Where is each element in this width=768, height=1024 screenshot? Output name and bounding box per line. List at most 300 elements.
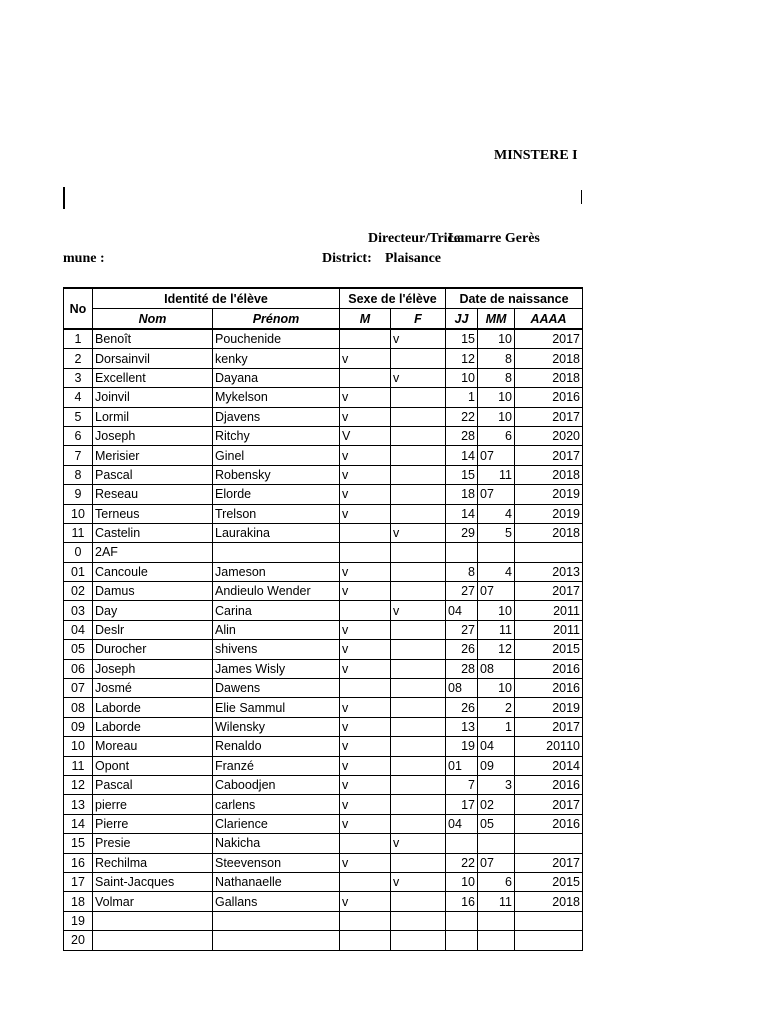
cell-year: 2015 (515, 640, 583, 659)
cell-day: 04 (446, 814, 478, 833)
cell-day: 27 (446, 620, 478, 639)
cell-sex-f (391, 349, 446, 368)
cell-day: 17 (446, 795, 478, 814)
cell-year: 2017 (515, 717, 583, 736)
cell-no: 08 (64, 698, 93, 717)
cell-month: 11 (478, 465, 515, 484)
cell-sex-f: v (391, 368, 446, 387)
roster-body (64, 329, 583, 950)
table-row (64, 504, 583, 523)
cell-prenom: kenky (213, 349, 340, 368)
cell-sex-f (391, 504, 446, 523)
cell-day: 22 (446, 853, 478, 872)
cell-year: 2017 (515, 446, 583, 465)
cell-nom: Dorsainvil (93, 349, 213, 368)
cell-month: 10 (478, 407, 515, 426)
cell-year: 2019 (515, 698, 583, 717)
cell-nom: Laborde (93, 698, 213, 717)
cell-day: 1 (446, 388, 478, 407)
cell-month: 5 (478, 523, 515, 542)
cell-day (446, 931, 478, 950)
cell-sex-f: v (391, 872, 446, 891)
cell-month (478, 543, 515, 562)
cell-sex-m (340, 543, 391, 562)
cell-sex-m: v (340, 407, 391, 426)
cell-sex-f (391, 892, 446, 911)
cell-month: 12 (478, 640, 515, 659)
cell-year: 2016 (515, 814, 583, 833)
cell-month: 07 (478, 485, 515, 504)
header-sex: Sexe de l'élève (340, 288, 446, 309)
cell-day: 29 (446, 523, 478, 542)
cell-no: 03 (64, 601, 93, 620)
table-row (64, 465, 583, 484)
cell-day (446, 543, 478, 562)
cell-nom: Pascal (93, 465, 213, 484)
cell-year: 2018 (515, 349, 583, 368)
cell-year: 2017 (515, 329, 583, 349)
table-row (64, 931, 583, 950)
header-aaaa: AAAA (515, 309, 583, 330)
cell-prenom: Ritchy (213, 426, 340, 445)
table-row (64, 814, 583, 833)
cell-day: 7 (446, 775, 478, 794)
cell-year: 2017 (515, 853, 583, 872)
cell-year: 2011 (515, 620, 583, 639)
cell-prenom: Franzé (213, 756, 340, 775)
cell-year (515, 834, 583, 853)
cell-year: 2018 (515, 892, 583, 911)
header-m: M (340, 309, 391, 330)
cell-sex-f (391, 717, 446, 736)
cell-year: 2017 (515, 582, 583, 601)
student-roster-table (63, 287, 583, 951)
table-row (64, 368, 583, 387)
table-row (64, 679, 583, 698)
cell-nom: Joinvil (93, 388, 213, 407)
cell-nom: Castelin (93, 523, 213, 542)
table-row (64, 717, 583, 736)
cell-prenom: Nakicha (213, 834, 340, 853)
cell-prenom: Djavens (213, 407, 340, 426)
cell-nom: Damus (93, 582, 213, 601)
cell-prenom: Caboodjen (213, 775, 340, 794)
cell-year: 20110 (515, 737, 583, 756)
cell-prenom: Wilensky (213, 717, 340, 736)
cell-sex-f: v (391, 329, 446, 349)
table-row (64, 620, 583, 639)
cell-nom: Benoît (93, 329, 213, 349)
cell-sex-m: v (340, 465, 391, 484)
cell-year: 2020 (515, 426, 583, 445)
director-name: Lamarre Gerès (448, 231, 540, 246)
cell-month: 4 (478, 562, 515, 581)
cell-day: 22 (446, 407, 478, 426)
cell-nom: Cancoule (93, 562, 213, 581)
cell-prenom: Laurakina (213, 523, 340, 542)
cell-no: 8 (64, 465, 93, 484)
cell-year: 2016 (515, 659, 583, 678)
cell-prenom: Pouchenide (213, 329, 340, 349)
cell-nom (93, 911, 213, 930)
cell-no: 16 (64, 853, 93, 872)
cell-month: 08 (478, 659, 515, 678)
cell-no: 10 (64, 737, 93, 756)
cell-day: 15 (446, 329, 478, 349)
cell-month: 10 (478, 679, 515, 698)
cell-nom: Volmar (93, 892, 213, 911)
cell-nom: Durocher (93, 640, 213, 659)
cell-nom: Excellent (93, 368, 213, 387)
cell-month: 11 (478, 892, 515, 911)
table-row (64, 349, 583, 368)
cell-sex-f (391, 465, 446, 484)
cell-month: 07 (478, 582, 515, 601)
cell-nom: pierre (93, 795, 213, 814)
table-row (64, 485, 583, 504)
cell-day: 16 (446, 892, 478, 911)
cell-prenom: Robensky (213, 465, 340, 484)
cell-year: 2015 (515, 872, 583, 891)
table-row (64, 659, 583, 678)
cell-prenom: Dayana (213, 368, 340, 387)
cell-day: 10 (446, 872, 478, 891)
cell-month (478, 931, 515, 950)
cell-day: 26 (446, 640, 478, 659)
cell-sex-m: v (340, 659, 391, 678)
cell-prenom: Jameson (213, 562, 340, 581)
cell-year: 2018 (515, 368, 583, 387)
cell-sex-f (391, 640, 446, 659)
cell-sex-f (391, 853, 446, 872)
cell-sex-m: v (340, 892, 391, 911)
cell-year: 2018 (515, 465, 583, 484)
cell-sex-f: v (391, 523, 446, 542)
cell-year (515, 931, 583, 950)
cell-nom: Presie (93, 834, 213, 853)
cell-sex-f (391, 426, 446, 445)
cell-sex-m (340, 911, 391, 930)
cell-prenom (213, 911, 340, 930)
cell-prenom: Ginel (213, 446, 340, 465)
cell-prenom (213, 543, 340, 562)
cell-nom: Saint-Jacques (93, 872, 213, 891)
cell-sex-m: v (340, 504, 391, 523)
cell-year (515, 911, 583, 930)
cell-year: 2013 (515, 562, 583, 581)
cell-no: 1 (64, 329, 93, 349)
cell-sex-m: v (340, 485, 391, 504)
header-nom: Nom (93, 309, 213, 330)
cell-prenom: Dawens (213, 679, 340, 698)
cell-prenom: Steevenson (213, 853, 340, 872)
cell-nom: Pierre (93, 814, 213, 833)
cell-year: 2016 (515, 775, 583, 794)
header-no: No (64, 288, 93, 329)
ministry-title: MINSTERE I (494, 148, 578, 163)
cell-nom: Day (93, 601, 213, 620)
cell-sex-f (391, 911, 446, 930)
cell-sex-m (340, 931, 391, 950)
commune-label: mune : (63, 251, 105, 266)
cell-sex-m: v (340, 640, 391, 659)
cell-year: 2019 (515, 485, 583, 504)
cell-no: 01 (64, 562, 93, 581)
cell-month: 4 (478, 504, 515, 523)
cell-no: 13 (64, 795, 93, 814)
director-label: Directeur/Trice: (368, 231, 465, 246)
cell-nom: Joseph (93, 426, 213, 445)
cell-no: 5 (64, 407, 93, 426)
cell-no: 9 (64, 485, 93, 504)
table-row (64, 756, 583, 775)
header-f: F (391, 309, 446, 330)
cell-day: 27 (446, 582, 478, 601)
cell-year: 2017 (515, 407, 583, 426)
cell-nom: Joseph (93, 659, 213, 678)
table-row (64, 698, 583, 717)
cell-sex-f (391, 407, 446, 426)
cell-year: 2016 (515, 679, 583, 698)
cell-month: 1 (478, 717, 515, 736)
cell-sex-f (391, 620, 446, 639)
cell-no: 15 (64, 834, 93, 853)
cell-sex-f (391, 485, 446, 504)
cell-sex-m: v (340, 582, 391, 601)
cell-month: 6 (478, 426, 515, 445)
cell-no: 10 (64, 504, 93, 523)
cell-sex-m: v (340, 775, 391, 794)
cell-month: 3 (478, 775, 515, 794)
cell-no: 3 (64, 368, 93, 387)
table-row (64, 834, 583, 853)
table-row (64, 640, 583, 659)
cell-prenom: Carina (213, 601, 340, 620)
cell-no: 07 (64, 679, 93, 698)
cell-sex-m: v (340, 756, 391, 775)
cell-sex-f (391, 795, 446, 814)
cell-sex-f (391, 659, 446, 678)
cell-sex-m: v (340, 349, 391, 368)
table-row (64, 601, 583, 620)
cell-day: 10 (446, 368, 478, 387)
header-mm: MM (478, 309, 515, 330)
cell-sex-f (391, 582, 446, 601)
cell-sex-f (391, 446, 446, 465)
cell-day: 14 (446, 446, 478, 465)
cell-no: 17 (64, 872, 93, 891)
cell-year (515, 543, 583, 562)
cell-no: 0 (64, 543, 93, 562)
cell-nom: Terneus (93, 504, 213, 523)
cell-month: 10 (478, 329, 515, 349)
cell-prenom (213, 931, 340, 950)
table-row (64, 892, 583, 911)
cell-sex-m: v (340, 388, 391, 407)
cell-day: 04 (446, 601, 478, 620)
cell-sex-f (391, 737, 446, 756)
cell-sex-f (391, 388, 446, 407)
cell-day: 19 (446, 737, 478, 756)
cell-nom: Merisier (93, 446, 213, 465)
district-value: Plaisance (385, 251, 441, 266)
cell-month: 11 (478, 620, 515, 639)
header-jj: JJ (446, 309, 478, 330)
header-prenom: Prénom (213, 309, 340, 330)
cell-sex-m: v (340, 717, 391, 736)
cell-year: 2016 (515, 388, 583, 407)
cell-no: 09 (64, 717, 93, 736)
table-row (64, 426, 583, 445)
cell-sex-f (391, 814, 446, 833)
cell-year: 2017 (515, 795, 583, 814)
table-row (64, 562, 583, 581)
cell-day: 28 (446, 659, 478, 678)
table-row (64, 775, 583, 794)
table-row (64, 446, 583, 465)
cell-month: 2 (478, 698, 515, 717)
cell-sex-m (340, 368, 391, 387)
cell-year: 2018 (515, 523, 583, 542)
text-cursor-left (63, 187, 65, 209)
table-row (64, 737, 583, 756)
cell-no: 11 (64, 756, 93, 775)
cell-day: 14 (446, 504, 478, 523)
cell-sex-f (391, 931, 446, 950)
cell-no: 6 (64, 426, 93, 445)
cell-sex-m (340, 329, 391, 349)
cell-month: 6 (478, 872, 515, 891)
cell-sex-m (340, 679, 391, 698)
cell-no: 11 (64, 523, 93, 542)
cell-nom: Laborde (93, 717, 213, 736)
cell-nom (93, 931, 213, 950)
cell-nom: Deslr (93, 620, 213, 639)
cell-nom: 2AF (93, 543, 213, 562)
cell-sex-f (391, 562, 446, 581)
cell-month: 04 (478, 737, 515, 756)
table-row (64, 582, 583, 601)
cell-prenom: Gallans (213, 892, 340, 911)
cell-year: 2019 (515, 504, 583, 523)
table-row (64, 329, 583, 349)
cell-month (478, 834, 515, 853)
cell-sex-f (391, 775, 446, 794)
table-row (64, 523, 583, 542)
cell-day: 8 (446, 562, 478, 581)
cell-sex-f: v (391, 834, 446, 853)
cell-sex-f: v (391, 601, 446, 620)
cell-no: 20 (64, 931, 93, 950)
cell-no: 4 (64, 388, 93, 407)
cell-no: 14 (64, 814, 93, 833)
cell-sex-m: v (340, 737, 391, 756)
cell-prenom: Nathanaelle (213, 872, 340, 891)
table-row (64, 795, 583, 814)
cell-day (446, 834, 478, 853)
cell-nom: Opont (93, 756, 213, 775)
cell-day: 28 (446, 426, 478, 445)
cell-sex-m (340, 834, 391, 853)
header-birth-date: Date de naissance (446, 288, 583, 309)
cell-no: 05 (64, 640, 93, 659)
cell-sex-f (391, 698, 446, 717)
cell-month: 02 (478, 795, 515, 814)
cell-no: 2 (64, 349, 93, 368)
cell-sex-m: v (340, 814, 391, 833)
cell-nom: Josmé (93, 679, 213, 698)
table-row (64, 853, 583, 872)
cell-month: 07 (478, 853, 515, 872)
cell-day: 13 (446, 717, 478, 736)
cell-no: 04 (64, 620, 93, 639)
cell-sex-m: v (340, 562, 391, 581)
cell-month (478, 911, 515, 930)
cell-prenom: Trelson (213, 504, 340, 523)
header-identity: Identité de l'élève (93, 288, 340, 309)
cell-sex-m: v (340, 698, 391, 717)
cell-nom: Reseau (93, 485, 213, 504)
cell-no: 06 (64, 659, 93, 678)
table-row (64, 543, 583, 562)
cell-day: 15 (446, 465, 478, 484)
cell-month: 10 (478, 601, 515, 620)
cell-prenom: carlens (213, 795, 340, 814)
cell-month: 09 (478, 756, 515, 775)
cell-no: 7 (64, 446, 93, 465)
cell-month: 10 (478, 388, 515, 407)
cell-prenom: shivens (213, 640, 340, 659)
cell-sex-m: v (340, 853, 391, 872)
cell-month: 8 (478, 368, 515, 387)
cell-nom: Pascal (93, 775, 213, 794)
cell-day: 01 (446, 756, 478, 775)
cell-nom: Moreau (93, 737, 213, 756)
cell-sex-m (340, 601, 391, 620)
cell-prenom: Andieulo Wender (213, 582, 340, 601)
cell-day: 18 (446, 485, 478, 504)
cell-day: 12 (446, 349, 478, 368)
cell-prenom: James Wisly (213, 659, 340, 678)
cell-prenom: Renaldo (213, 737, 340, 756)
cell-sex-m: v (340, 795, 391, 814)
cell-year: 2014 (515, 756, 583, 775)
district-label: District: (322, 251, 372, 266)
cell-prenom: Elorde (213, 485, 340, 504)
cell-prenom: Clarience (213, 814, 340, 833)
cell-month: 05 (478, 814, 515, 833)
cell-no: 19 (64, 911, 93, 930)
cell-sex-m (340, 872, 391, 891)
cell-prenom: Alin (213, 620, 340, 639)
cell-sex-m (340, 523, 391, 542)
cell-nom: Lormil (93, 407, 213, 426)
cell-sex-m: v (340, 446, 391, 465)
cell-month: 07 (478, 446, 515, 465)
cell-no: 18 (64, 892, 93, 911)
table-row (64, 911, 583, 930)
cell-no: 02 (64, 582, 93, 601)
table-row (64, 388, 583, 407)
table-row (64, 407, 583, 426)
cell-year: 2011 (515, 601, 583, 620)
table-row (64, 872, 583, 891)
cell-sex-m: v (340, 620, 391, 639)
cell-day: 26 (446, 698, 478, 717)
cell-month: 8 (478, 349, 515, 368)
cell-sex-f (391, 543, 446, 562)
cell-sex-f (391, 756, 446, 775)
